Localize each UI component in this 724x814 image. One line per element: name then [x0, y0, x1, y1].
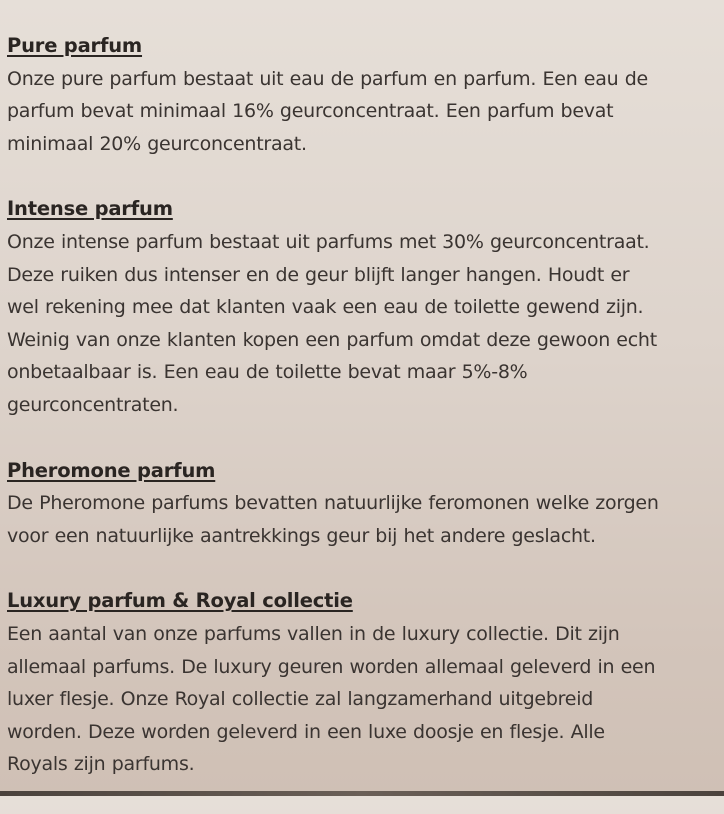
parfum-info-document [7, 30, 719, 814]
section-body [7, 487, 719, 552]
text-line: Onze intense parfum bestaat uit parfums met 30% geurconcentraat. [7, 230, 650, 253]
section-title: Luxury parfum & Royal collectie [7, 589, 353, 613]
text-line: geurconcentraten. [7, 393, 179, 416]
text-line: allemaal parfums. De luxury geuren worden allemaal geleverd in een [7, 655, 656, 678]
text-line: De Pheromone parfums bevatten natuurlijke feromonen welke zorgen [7, 492, 659, 515]
text-line: Weinig van onze klanten kopen een parfum omdat deze gewoon echt [7, 328, 657, 351]
section-pheromone-parfum [7, 455, 719, 553]
section-title: Pure parfum [7, 34, 143, 57]
section-title: Pheromone parfum [7, 458, 216, 482]
text-line: wel rekening mee dat klanten vaak een eau de toilette gewend zijn. [7, 296, 644, 319]
text-line: Royals zijn parfums. [7, 753, 195, 776]
section-pure-parfum [7, 30, 719, 160]
text-line: minimaal 20% geurconcentraat. [7, 132, 307, 155]
text-line: onbetaalbaar is. Een eau de toilette bevat maar 5%-8% [7, 361, 528, 384]
section-body [7, 63, 719, 161]
text-line: worden. Deze worden geleverd in een luxe doosje en flesje. Alle [7, 720, 605, 743]
section-title: Intense parfum [7, 197, 173, 221]
text-line: Onze pure parfum bestaat uit eau de parfum en parfum. Een eau de [7, 67, 648, 90]
text-line: Deze ruiken dus intenser en de geur blijft langer hangen. Houdt er [7, 263, 630, 286]
section-body [7, 226, 719, 422]
bottom-edge-divider [0, 791, 724, 796]
text-line: parfum bevat minimaal 16% geurconcentraat. Een parfum bevat [7, 100, 614, 123]
section-luxury-royal [7, 585, 719, 781]
text-line: Een aantal van onze parfums vallen in de luxury collectie. Dit zijn [7, 622, 620, 645]
text-line: luxer flesje. Onze Royal collectie zal langzamerhand uitgebreid [7, 688, 594, 711]
section-intense-parfum [7, 193, 719, 421]
section-body [7, 618, 719, 781]
text-line: voor een natuurlijke aantrekkings geur bij het andere geslacht. [7, 524, 596, 547]
